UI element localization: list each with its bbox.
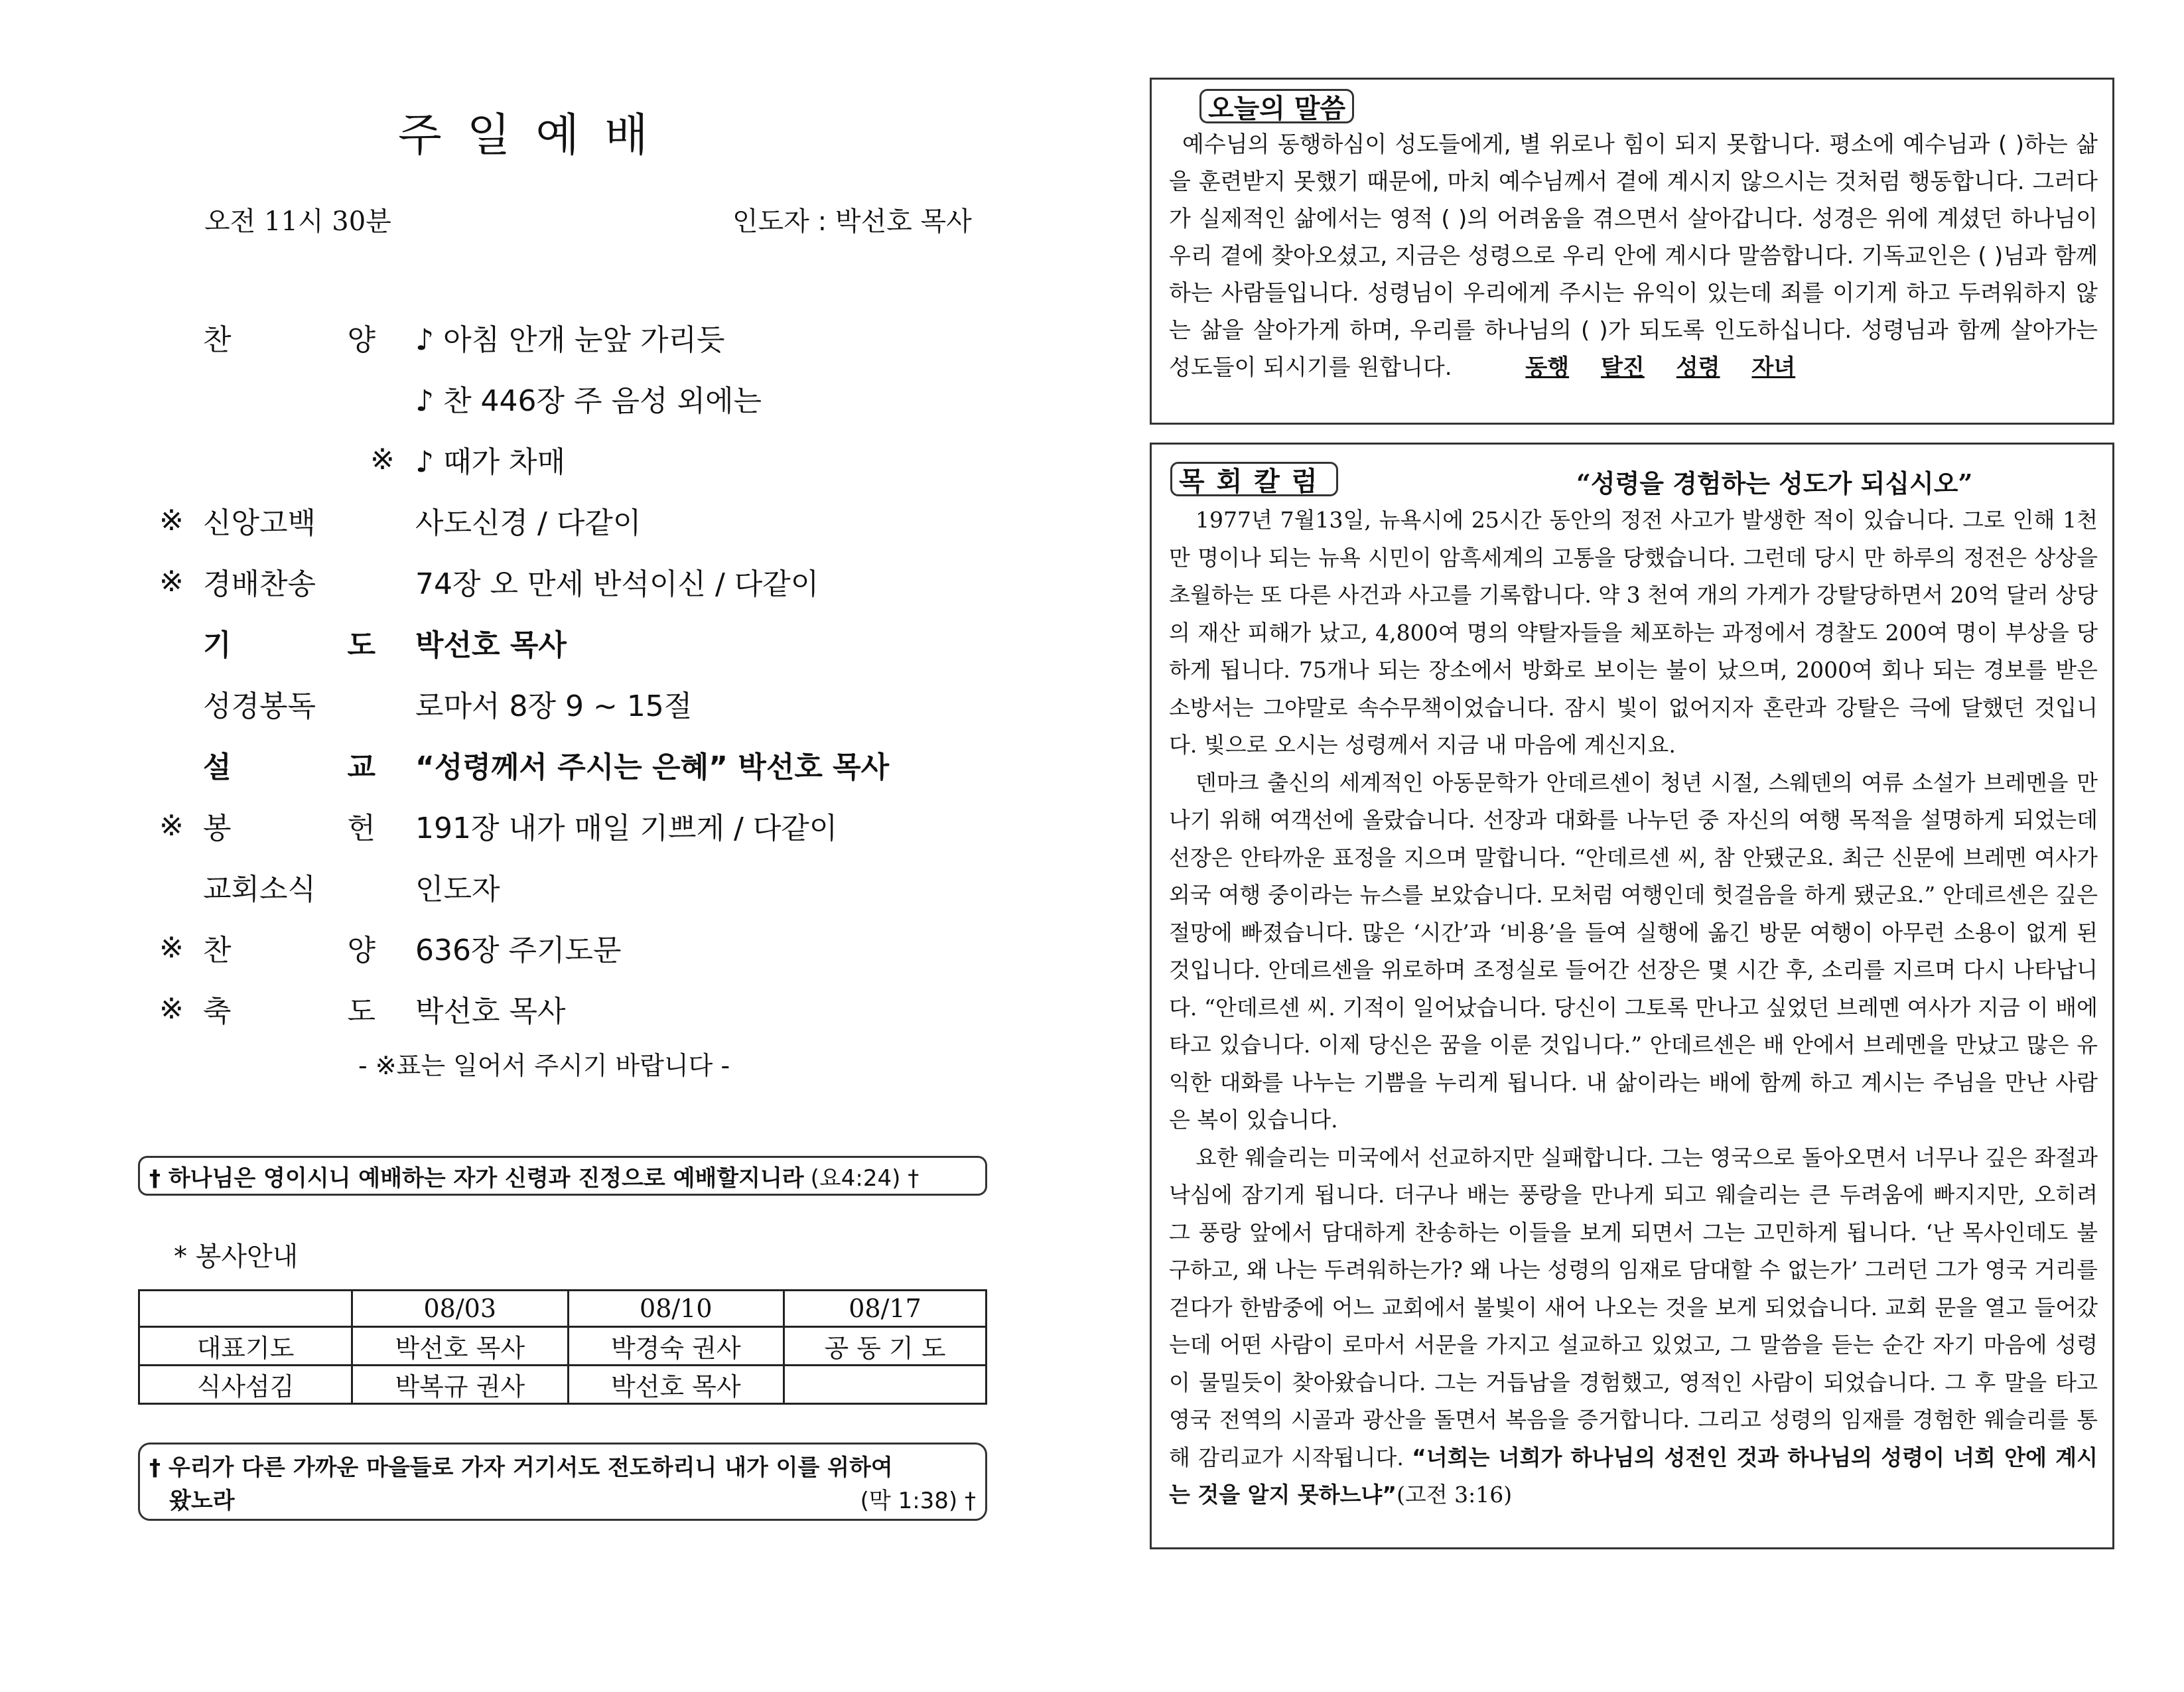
order-content: 74장 오 만세 반석이신 / 다같이 (415, 567, 819, 601)
order-row (159, 490, 1022, 551)
order-content: ♪ 찬 446장 주 음성 외에는 (415, 384, 762, 418)
order-label: 신앙고백 (203, 506, 316, 540)
worship-order (159, 307, 1022, 1039)
pastor-column-box (1150, 443, 2114, 1549)
closing-reference: (고전 3:16) (1397, 1482, 1513, 1508)
column-paragraph: 요한 웨슬리는 미국에서 선교하지만 실패합니다. 그는 영국으로 돌아오면서 너무나 깊은 좌절과 낙심에 잠기게 됩니다. 더구나 배는 풍랑을 만나게 되고 웨슬리는 큰 두려움에 빠지지만, 오히려 그 풍랑 앞에서 담대하게 찬송하는 이들을 보게 되면서 그는 고민하게 됩니다. ‘난 목사인데도 불구하고, 왜 나는 두려워하는가? 왜 나는 성령의 임재로 담대할 수 없는가’ 그러던 그가 영국 거리를 걷다가 한밤중에 어느 교회에서 불빛이 새어 나오는 것을 보게 되었습니다. 교회 문을 열고 들어갔는데 어떤 사람이 로마서 서문을 가지고 설교하고 있었고, 그 말씀을 듣는 순간 자기 마음에 성령이 물밀듯이 찾아왔습니다. 그는 거듭남을 경험했고, 영적인 사람이 되었습니다. 그 후 말을 타고 영국 전역의 시골과 광산을 돌면서 복음을 증거합니다. 그리고 성령의 임재를 경험한 웨슬리를 통해 감리교가 시작됩니다. “너희는 너희가 하나님의 성전인 것과 하나님의 성령이 너희 안에 계시는 것을 알지 못하느냐”(고전 3:16) (1169, 1144, 2098, 1508)
table-cell: 식사섬김 (139, 1366, 352, 1404)
order-row (159, 978, 1022, 1039)
order-row (159, 673, 1022, 734)
answer-key: 동행 탈진 성령 자녀 (1525, 354, 1796, 381)
order-content: 인도자 (415, 873, 500, 906)
order-content: 로마서 8장 9 ~ 15절 (415, 689, 693, 723)
standing-mark: ※ (159, 808, 184, 843)
order-label: 찬 양 (203, 934, 375, 967)
standing-mark: ※ (370, 442, 395, 476)
closing-quote: “너희는 너희가 하나님의 성전인 것과 하나님의 성령이 너희 안에 계시는 것을 알지 못하느냐” (1169, 1444, 2098, 1508)
pastor-column-tag: 목회칼럼 (1170, 462, 1338, 496)
today-word-tag: 오늘의 말씀 (1199, 89, 1354, 123)
verse-reference: (요4:24) † (810, 1164, 920, 1192)
today-word-text: 예수님의 동행하심이 성도들에게, 별 위로나 힘이 되지 못합니다. 평소에 예수님과 ( )하는 삶을 훈련받지 못했기 때문에, 마치 예수님께서 곁에 계시지 않으시는 것처럼 행동합니다. 그러다가 실제적인 삶에서는 영적 ( )의 어려움을 겪으면서 살아갑니다. 성경은 위에 계셨던 하나님이 우리 곁에 찾아오셨고, 지금은 성령으로 우리 안에 계시다 말씀합니다. 기독교인은 ( )님과 함께하는 사람들입니다. 성령님이 우리에게 주시는 유익이 있는데 죄를 이기게 하고 두려워하지 않는 삶을 살아가게 하며, 우리를 하나님의 ( )가 되도록 인도하십니다. 성령님과 함께 살아가는 성도들이 되시기를 원합니다. 동행 탈진 성령 자녀 (1169, 126, 2098, 386)
order-content: ♪ 아침 안개 눈앞 가리듯 (415, 323, 725, 357)
verse-reference: (막 1:38) † (860, 1488, 976, 1514)
table-row (139, 1327, 987, 1366)
verse-text: † 하나님은 영이시니 예배하는 자가 신령과 진정으로 예배할지니라 (149, 1164, 804, 1192)
standing-mark: ※ (159, 991, 184, 1026)
order-label: 경배찬송 (203, 567, 316, 601)
column-paragraph: 1977년 7월13일, 뉴욕시에 25시간 동안의 정전 사고가 발생한 적이 있습니다. 그로 인해 1천만 명이나 되는 뉴욕 시민이 암흑세계의 고통을 당했습니다. 그런데 당시 만 하루의 정전은 상상을 초월하는 또 다른 사건과 사고를 기록합니다. 약 3 천여 개의 가게가 강탈당하면서 20억 달러 상당의 재산 피해가 났고, 4,800여 명의 약탈자들을 체포하는 과정에서 경찰도 200여 명이 부상을 당하게 됩니다. 75개나 되는 장소에서 방화로 보이는 불이 났으며, 2000여 회나 되는 경보를 받은 소방서는 그야말로 속수무책이었습니다. 잠시 빛이 없어지자 혼란과 강탈은 극에 달했던 것입니다. 빛으로 오시는 성령께서 지금 내 마음에 계신지요. (1169, 507, 2098, 758)
order-label: 설 교 (203, 750, 375, 784)
table-cell: 박경숙 권사 (568, 1327, 784, 1366)
standing-note: - ※표는 일어서 주시기 바랍니다 - (358, 1051, 730, 1080)
service-guide-title: * 봉사안내 (174, 1241, 299, 1272)
table-cell: 박복규 권사 (352, 1366, 569, 1404)
order-label: 기 도 (203, 628, 375, 662)
order-content: ♪ 때가 차매 (415, 445, 566, 479)
verse-text-line2: 왔노라 (169, 1488, 235, 1514)
order-label: 성경봉독 (203, 689, 316, 723)
table-header-cell: 08/17 (784, 1291, 987, 1327)
service-time: 오전 11시 30분 (204, 206, 391, 237)
table-cell: 박선호 목사 (352, 1327, 569, 1366)
page-title: 주일예배 (398, 109, 673, 162)
order-row (159, 612, 1022, 673)
order-content: 박선호 목사 (415, 995, 566, 1028)
order-content: 636장 주기도문 (415, 934, 622, 967)
table-row (139, 1366, 987, 1404)
table-cell: 대표기도 (139, 1327, 352, 1366)
table-header-row (139, 1291, 987, 1327)
order-label: 찬 양 (203, 323, 375, 357)
order-content: 사도신경 / 다같이 (415, 506, 642, 540)
column-body (1169, 502, 2098, 1514)
standing-mark: ※ (159, 503, 184, 537)
service-leader: 인도자 : 박선호 목사 (732, 206, 972, 237)
order-row (159, 734, 1022, 795)
table-cell (784, 1366, 987, 1404)
order-content: 191장 내가 매일 기쁘게 / 다같이 (415, 811, 838, 845)
table-header-cell: 08/03 (352, 1291, 569, 1327)
order-row (159, 551, 1022, 612)
order-content: 박선호 목사 (415, 628, 567, 662)
column-paragraph: 덴마크 출신의 세계적인 아동문학가 안데르센이 청년 시절, 스웨덴의 여류 소설가 브레멘을 만나기 위해 여객선에 올랐습니다. 선장과 대화를 나누던 중 자신의 여행 목적을 설명하게 되었는데 선장은 안타까운 표정을 지으며 말합니다. “안데르센 씨, 참 안됐군요. 최근 신문에 브레멘 여사가 외국 여행 중이라는 뉴스를 보았습니다. 모처럼 여행인데 헛걸음을 하게 됐군요.” 안데르센은 깊은 절망에 빠졌습니다. 많은 ‘시간’과 ‘비용’을 들여 실행에 옮긴 방문 여행이 아무런 소용이 없게 된 것입니다. 안데르센을 위로하며 조정실로 들어간 선장은 몇 시간 후, 소리를 지르며 다시 나타납니다. “안데르센 씨. 기적이 일어났습니다. 당신이 그토록 만나고 싶었던 브레멘 여사가 지금 이 배에 타고 있습니다. 이제 당신은 꿈을 이룬 것입니다.” 안데르센은 배 안에서 브레멘을 만났고 많은 유익한 대화를 나누는 기쁨을 누리게 됩니다. 내 삶이라는 배에 함께 하고 계시는 주님을 만난 사람은 복이 있습니다. (1169, 769, 2098, 1133)
standing-mark: ※ (159, 564, 184, 599)
table-header-cell: 08/10 (568, 1291, 784, 1327)
sermon-title: “성령께서 주시는 은혜” 박선호 목사 (415, 750, 890, 784)
verse-text-line1: † 우리가 다른 가까운 마을들로 가자 거기서도 전도하리니 내가 이를 위하여 (149, 1454, 893, 1481)
verse-box-mark (138, 1443, 987, 1521)
table-cell: 공 동 기 도 (784, 1327, 987, 1366)
order-label: 축 도 (203, 995, 375, 1028)
table-header-cell (139, 1291, 352, 1327)
column-title: “성령을 경험하는 성도가 되십시오” (1576, 468, 1973, 498)
order-row (159, 856, 1022, 917)
today-word-box (1150, 78, 2114, 425)
order-label: 봉 헌 (203, 811, 375, 845)
order-row (159, 917, 1022, 978)
order-row (159, 795, 1022, 856)
order-row (159, 368, 1022, 429)
service-table (138, 1289, 987, 1405)
order-row (159, 429, 1022, 490)
order-label: 교회소식 (203, 873, 316, 906)
verse-box-john (138, 1156, 987, 1196)
standing-mark: ※ (159, 930, 184, 965)
order-row (159, 307, 1022, 368)
table-cell: 박선호 목사 (568, 1366, 784, 1404)
